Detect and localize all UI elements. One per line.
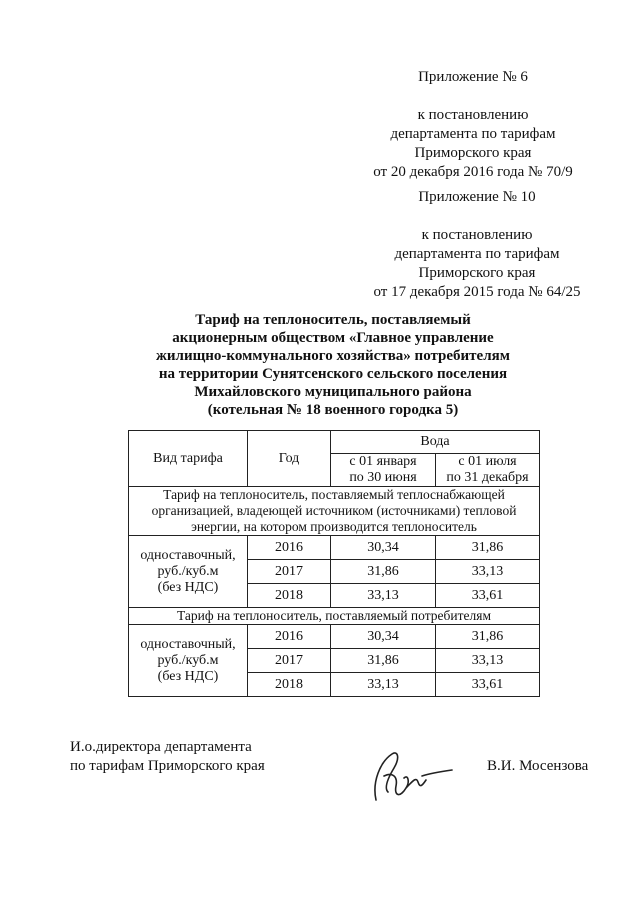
- period-1-value: 31,86: [331, 560, 436, 584]
- period-1-value: 33,13: [331, 584, 436, 608]
- title-line: на территории Сунятсенского сельского поселения: [158, 366, 508, 382]
- handwritten-signature: [362, 742, 458, 812]
- header-water: Вода: [331, 431, 540, 454]
- appendix-6-header: [358, 68, 588, 182]
- title-line: акционерным обществом «Главное управление: [172, 330, 494, 346]
- section-title: Тариф на теплоноситель, поставляемый потребителям: [129, 608, 540, 625]
- tariff-type-cell: [129, 625, 248, 697]
- appendix-10-title: Приложение № 10: [418, 189, 536, 205]
- period-2-value: 33,13: [436, 560, 540, 584]
- year-cell: 2017: [248, 560, 331, 584]
- appendix-10-header: [362, 188, 592, 302]
- title-line: Михайловского муниципального района: [194, 384, 472, 400]
- title-line: жилищно-коммунального хозяйства» потребителям: [156, 348, 510, 364]
- title-line: (котельная № 18 военного городка 5): [207, 402, 459, 418]
- period-2-value: 33,61: [436, 673, 540, 697]
- header-period-1-to: по 30 июня: [349, 470, 417, 485]
- appendix-10-line: к постановлению: [421, 227, 533, 243]
- year-cell: 2018: [248, 673, 331, 697]
- period-1-value: 30,34: [331, 536, 436, 560]
- section-title: Тариф на теплоноситель, поставляемый теплоснабжающей организацией, владеющей источником (источниками) тепловой энергии, на котором производится теплоноситель: [129, 487, 540, 536]
- signatory-name: В.И. Мосензова: [487, 758, 589, 774]
- period-1-value: 33,13: [331, 673, 436, 697]
- period-2-value: 33,13: [436, 649, 540, 673]
- section-title-row: [129, 608, 540, 625]
- appendix-6-title: Приложение № 6: [418, 69, 528, 85]
- position-line: по тарифам Приморского края: [70, 758, 265, 774]
- tariff-vat-text: (без НДС): [157, 579, 219, 595]
- appendix-6-line: департамента по тарифам: [390, 126, 556, 142]
- period-2-value: 33,61: [436, 584, 540, 608]
- table-row: [129, 625, 540, 649]
- tariff-vat-text: (без НДС): [157, 668, 219, 684]
- header-period-2-from: с 01 июля: [458, 454, 517, 469]
- table-header-row: [129, 431, 540, 454]
- header-period-1-from: с 01 января: [349, 454, 417, 469]
- header-period-2: [436, 454, 540, 487]
- title-line: Тариф на теплоноситель, поставляемый: [195, 312, 471, 328]
- tariff-unit-text: руб./куб.м: [157, 652, 219, 668]
- period-1-value: 31,86: [331, 649, 436, 673]
- header-period-2-to: по 31 декабря: [446, 470, 529, 485]
- table-row: [129, 536, 540, 560]
- section-title-row: [129, 487, 540, 536]
- period-2-value: 31,86: [436, 625, 540, 649]
- appendix-10-line: от 17 декабря 2015 года № 64/25: [373, 284, 581, 300]
- appendix-10-line: Приморского края: [418, 265, 536, 281]
- period-1-value: 30,34: [331, 625, 436, 649]
- year-cell: 2016: [248, 625, 331, 649]
- header-period-1: [331, 454, 436, 487]
- tariff-type-text: одноставочный,: [140, 547, 236, 563]
- document-title: [128, 311, 538, 419]
- position-line: И.о.директора департамента: [70, 739, 252, 755]
- year-cell: 2016: [248, 536, 331, 560]
- tariff-table: [128, 430, 540, 697]
- signatory-position: [70, 738, 265, 776]
- tariff-type-text: одноставочный,: [140, 636, 236, 652]
- appendix-6-line: Приморского края: [414, 145, 532, 161]
- appendix-6-line: от 20 декабря 2016 года № 70/9: [373, 164, 573, 180]
- tariff-unit-text: руб./куб.м: [157, 563, 219, 579]
- appendix-6-line: к постановлению: [417, 107, 529, 123]
- header-tariff-type: Вид тарифа: [129, 431, 248, 487]
- year-cell: 2017: [248, 649, 331, 673]
- year-cell: 2018: [248, 584, 331, 608]
- period-2-value: 31,86: [436, 536, 540, 560]
- tariff-type-cell: [129, 536, 248, 608]
- appendix-10-line: департамента по тарифам: [394, 246, 560, 262]
- header-year: Год: [248, 431, 331, 487]
